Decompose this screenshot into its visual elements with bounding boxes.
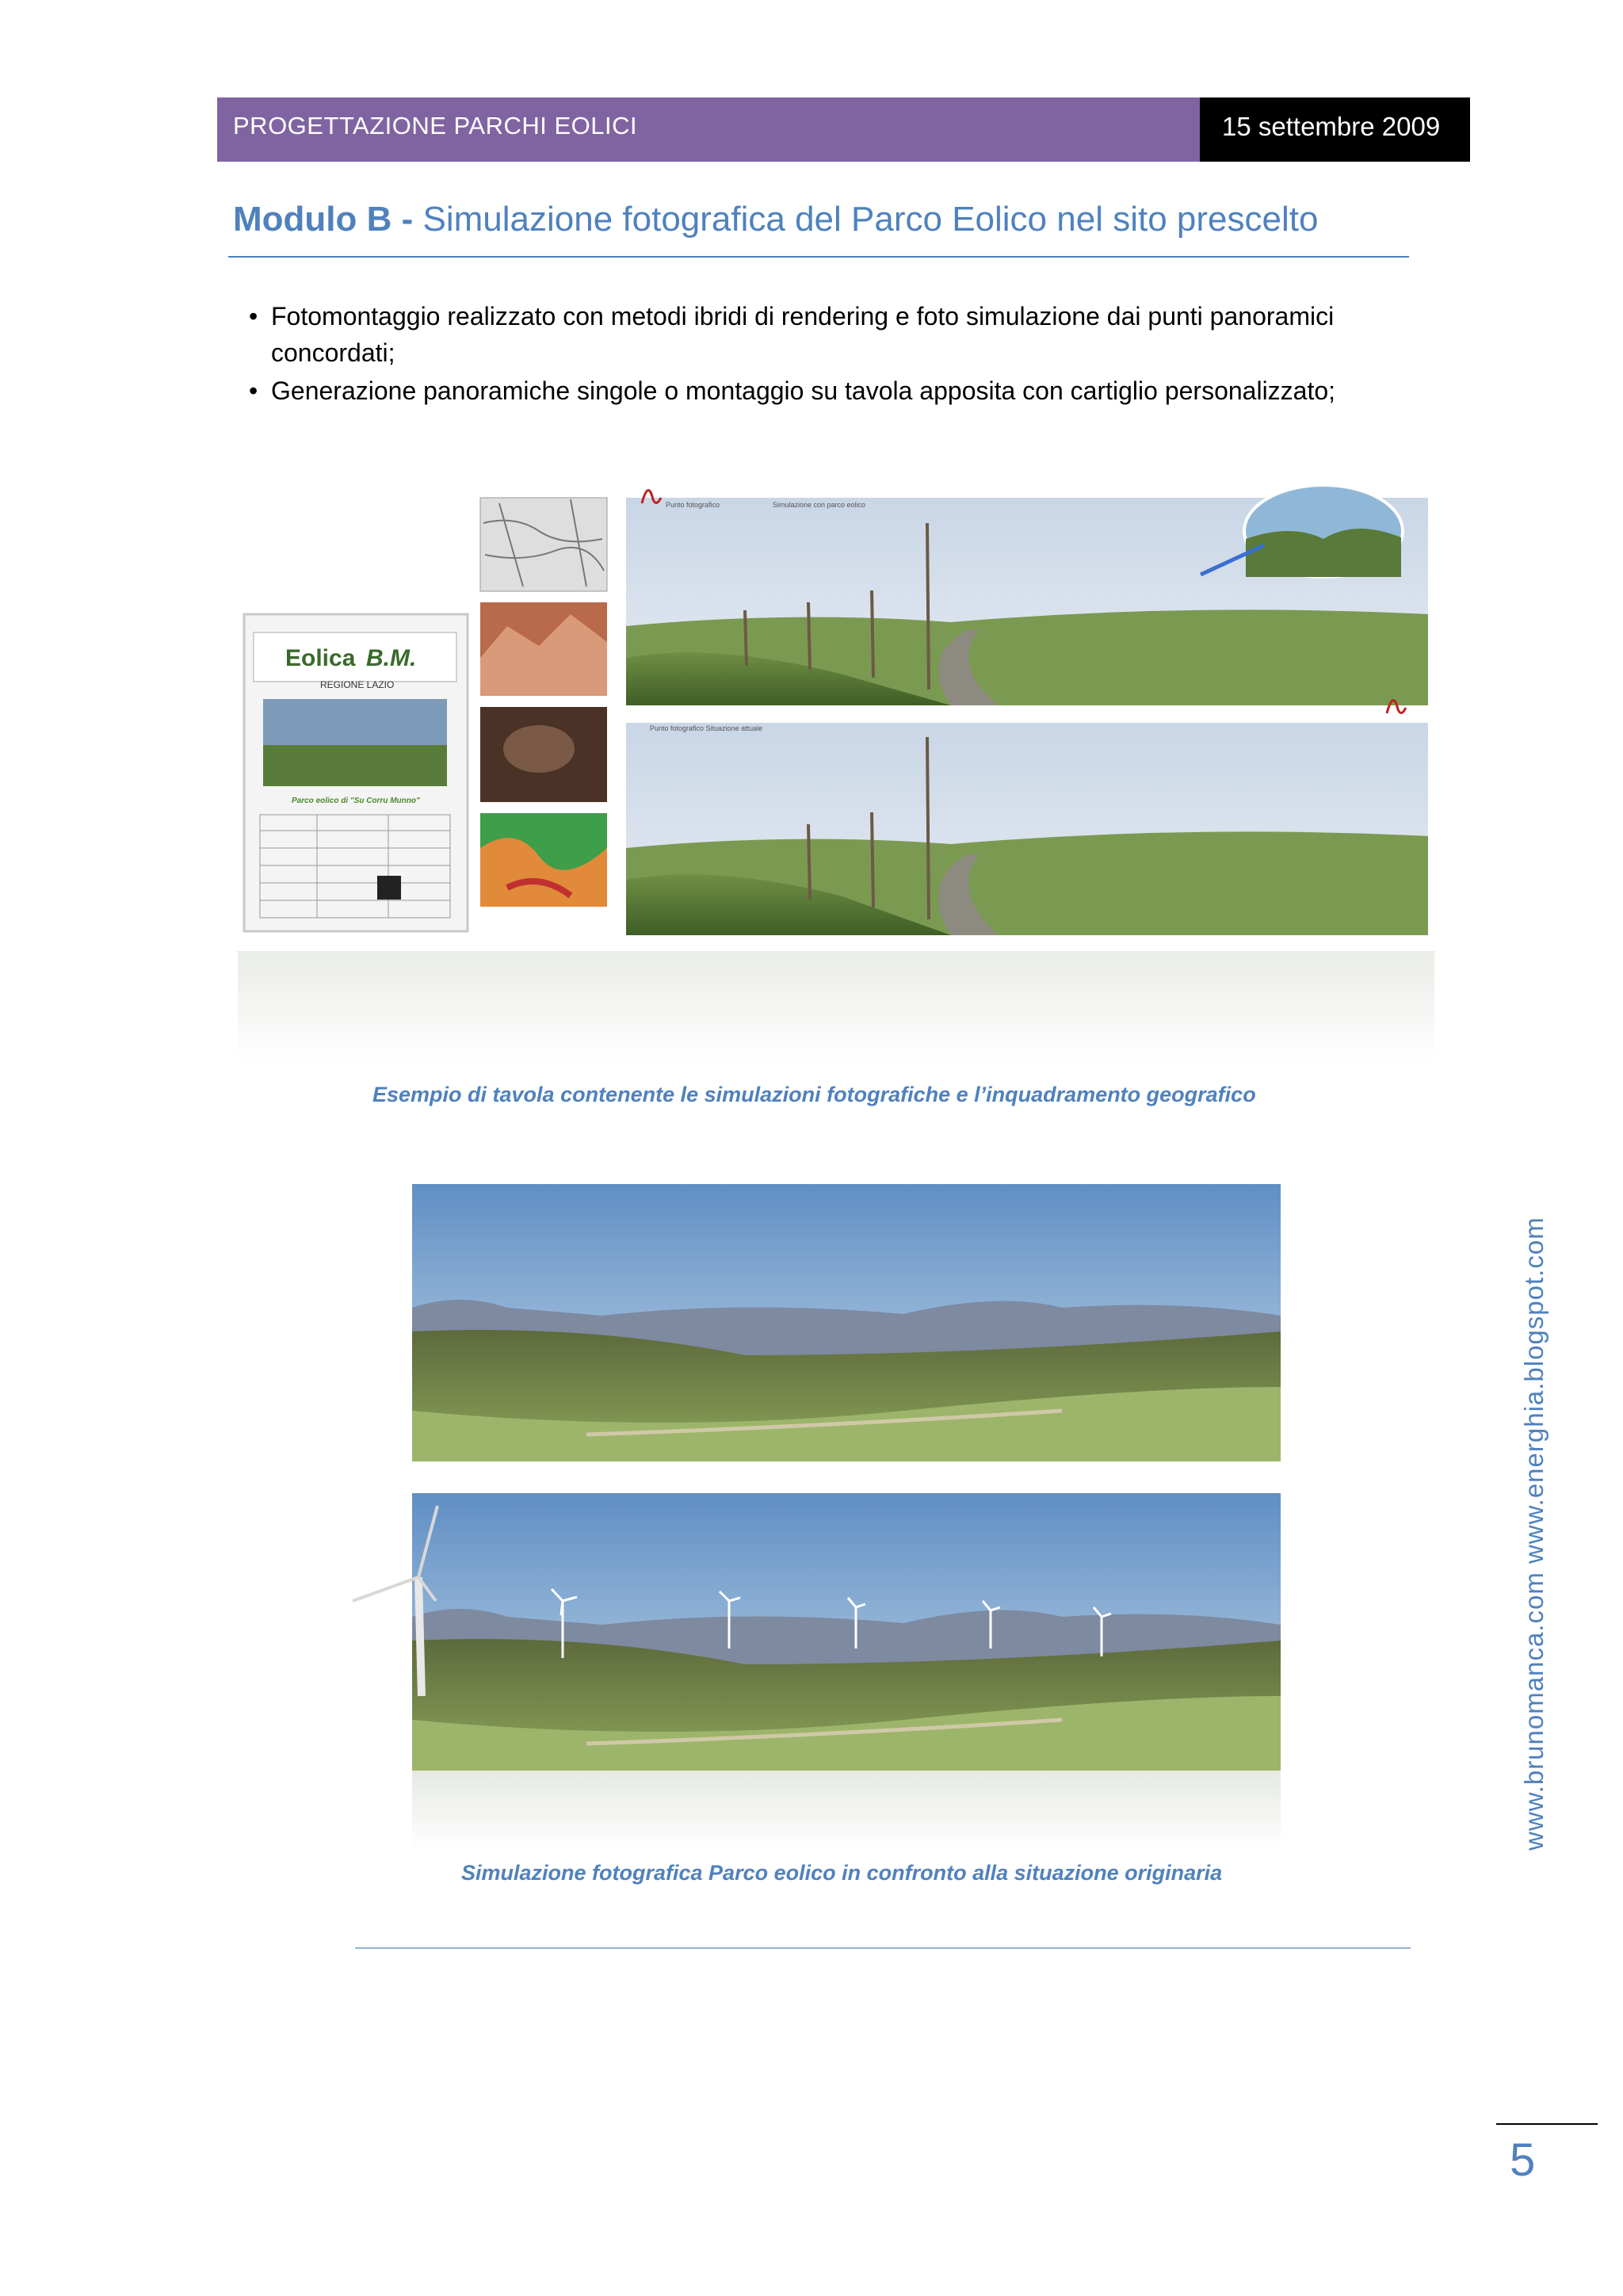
side-url: www.brunomanca.com www.energhia.blogspot.com — [1519, 1217, 1549, 1851]
page-number-rule — [1496, 2123, 1598, 2125]
project-board — [244, 614, 468, 931]
footer-rule — [355, 1947, 1411, 1949]
panorama-current — [626, 701, 1428, 935]
bullet-text: Fotomontaggio realizzato con metodi ibridi di rendering e foto simulazione dai punti panoramici — [271, 302, 1335, 330]
module-label: Modulo B - — [233, 200, 414, 239]
header-title: PROGETTAZIONE PARCHI EOLICI — [233, 112, 638, 139]
bullet-text: Generazione panoramiche singole o montaggio su tavola apposita con cartiglio personalizzato; — [271, 376, 1336, 405]
panel-label: Punto fotografico — [666, 501, 720, 509]
bullet-icon: • — [249, 302, 258, 330]
map-thumbnails — [480, 498, 607, 907]
panorama-simulation — [626, 485, 1428, 705]
panel-label: Punto fotografico Situazione attuale — [650, 724, 763, 732]
reflection-fade — [238, 951, 1434, 1062]
module-subtitle: Simulazione fotografica del Parco Eolico nel sito prescelto — [422, 200, 1319, 239]
title-rule — [228, 256, 1409, 258]
header-date: 15 settembre 2009 — [1222, 112, 1441, 141]
board-park-name: Parco eolico di "Su Corru Munno" — [292, 797, 420, 805]
figure-board-image — [238, 476, 1434, 1062]
figure-panorama-comparison — [349, 1173, 1292, 1886]
bullet-item — [249, 298, 1453, 371]
reflection-fade — [412, 1771, 1281, 1850]
bullet-icon: • — [249, 376, 258, 405]
page-number: 5 — [1510, 2134, 1536, 2186]
figure-caption: Simulazione fotografica Parco eolico in confronto alla situazione originaria — [461, 1861, 1223, 1885]
bullet-text-continued: concordati; — [271, 338, 395, 367]
panel-label: Simulazione con parco eolico — [773, 501, 866, 509]
photo-simulated — [353, 1493, 1281, 1771]
board-brand-b: B.M. — [366, 645, 417, 671]
module-title — [233, 200, 1318, 239]
photo-original — [412, 1184, 1281, 1461]
board-brand-a: Eolica — [285, 645, 356, 671]
figure-caption: Esempio di tavola contenente le simulazioni fotografiche e l’inquadramento geografico — [372, 1083, 1256, 1106]
bullet-item — [249, 372, 1453, 409]
board-region: REGIONE LAZIO — [320, 679, 395, 690]
